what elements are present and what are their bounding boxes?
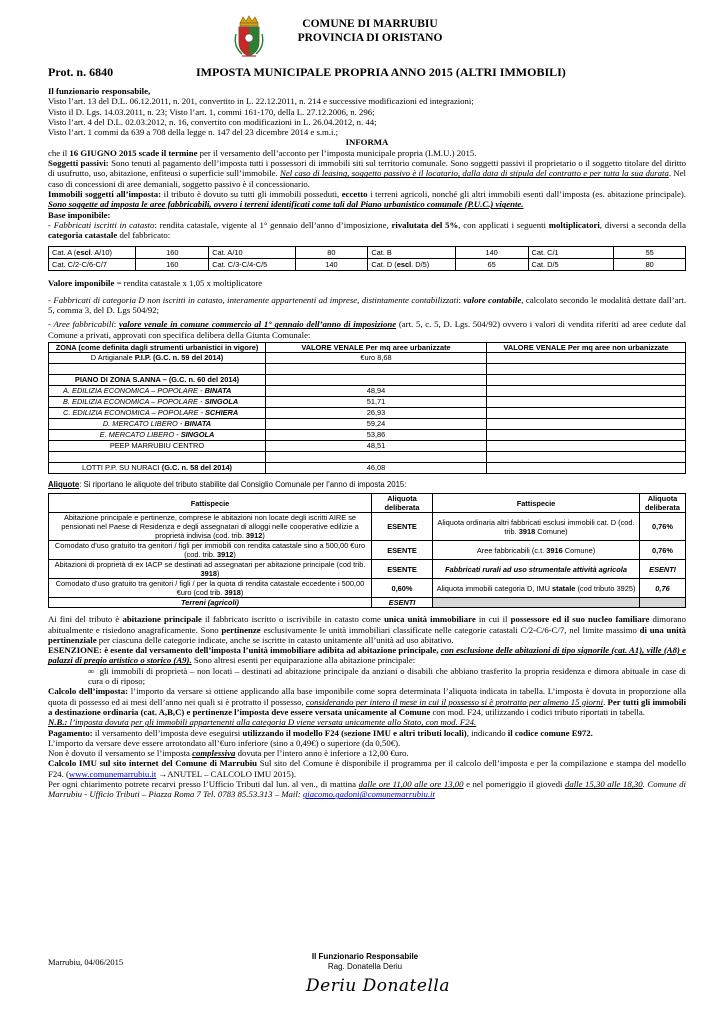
table-row: C. EDILIZIA ECONOMICA – POPOLARE - SCHIERA 26,93 (49, 407, 686, 418)
building-areas-paragraph: - Aree fabbricabili: valore venale in comune commercio al 1° gennaio dell’anno di imposizione (art. 5, c. 5, D. Lgs. 504/92) ovvero i valori di vendita riferiti ad aree cedute dal Comune a privati, approvati con specifica delibera della Giunta Comunale: (48, 319, 686, 340)
document-body (48, 86, 686, 800)
contacts-paragraph: Per ogni chiarimento potrete recarvi presso l’Ufficio Tributi dal lun. al ven., di mattina dalle ore 11,00 alle ore 13,00 e nel pomeriggio il giovedi dalle 15,30 alle 18,30. Comune di Marrubiu - Ufficio Tributi – Piazza Roma 7 Tel. 0783 85.53.313 – Mail: giacomo.gadoni@comunemarrubiu.it (48, 778, 686, 800)
exemption-paragraph: ESENZIONE: è esente dal versamento dell’imposta l’unità immobiliare adibita ad abitazione principale, con esclusione delle abitazioni di tipo signorile (cat. A1), ville (A8) e palazzi di pregio artistico o storico (A9). Sono altresi esenti per equiparazione alla abitazione principale: (48, 645, 686, 666)
table-row: Cat. A (escl. A/10) 160 Cat. A/10 80 Cat. B 140 Cat. C/1 55 (49, 247, 686, 259)
tax-base-heading: Base imponibile: (48, 209, 111, 220)
list-item: ∞ gli immobili di proprietà – non locati – destinati ad abitazione principale da anziani o disabili che abbiano trasferito la propria residenza e dimora abituale in case di cura o di riposo; (88, 666, 686, 687)
taxpayers-paragraph: Soggetti passivi: Sono tenuti al pagamento dell’imposta tutti i possessori di immobili siti sul territorio comunale. Sono soggetti passivi il proprietario o il soggetto titolare del diritto di usufrutto, uso, abitazione, enfiteusi o superficie sull’immobile. Nel caso di leasing, soggetto passivo è il locatario, dalla data di stipula del contratto e per tutta la sua durata. Nel caso di concessioni di aree demaniali, soggetto passivo è il concessionario. (48, 158, 686, 189)
officer-intro: Il funzionario responsabile, (48, 86, 151, 96)
table-row (49, 451, 686, 462)
payment-paragraph: Pagamento: il versamento dell’imposta deve eseguirsi utilizzando il modello F24 (sezione IMU e altri tributi locali), indicando il codice comune E972. (48, 727, 593, 738)
main-residence-paragraph: Ai fini del tributo è abitazione principale il fabbricato iscritto o iscrivibile in catasto come unica unità immobiliare in cui il possessore ed il suo nucleo familiare dimorano abitualmente e risiedono anagraficamente. Sono pertinenze esclusivamente le unità immobiliari classificate nelle categorie catastali C/2-C/6-C/7, nel limite massimo di una unità pertinenziale per ciascuna delle categorie indicate, anche se iscritte in catasto unitamente all’unità ad uso abitativo. (48, 614, 687, 645)
table-row: Comodato d’uso gratuito tra genitori / figli per immobili con rendita catastale sino a 500,00 €uro (cod. trib. 3912) ESENTE Aree fabbricabili (c.t. 3916 Comune) 0,76% (49, 541, 686, 560)
tax-base-paragraph: - Fabbricati iscritti in catasto: rendita catastale, vigente al 1° gennaio dell’anno d’imposizione, rivalutata del 5%, con applicati i seguenti moltiplicatori, diversi a seconda della categoria catastale del fabbricato: (48, 219, 686, 241)
table-header-row: Fattispecie Aliquota deliberata Fattispecie Aliquota deliberata (49, 494, 686, 513)
province-name: PROVINCIA DI ORISTANO (297, 32, 443, 44)
arrow-icon: → (156, 768, 168, 779)
signatory-name: Rag. Donatella Deriu (327, 962, 403, 971)
multipliers-table (48, 246, 686, 271)
signatory-role: Il Funzionario Responsabile (311, 952, 419, 961)
document-subject: IMPOSTA MUNICIPALE PROPRIA ANNO 2015 (ALTRI IMMOBILI) (196, 65, 566, 79)
website-link[interactable]: www.comunemarrubiu.it (68, 768, 157, 779)
table-header-row: ZONA (come definita dagli strumenti urbanistici in vigore) VALORE VENALE Per mq aree urbanizzate VALORE VENALE Per mq aree non urbanizzate (49, 342, 686, 352)
table-row: E. MERCATO LIBERO - SINGOLA 53,86 (49, 429, 686, 440)
rates-table (48, 493, 686, 608)
rates-intro: Aliquote: Si riportano le aliquote del tributo stabilite dal Consiglio Comunale per l’anno di imposta 2015: (48, 479, 407, 489)
zone-values-table (48, 342, 686, 474)
table-row: Abitazioni di proprietà di ex IACP se destinati ad assegnatari per abitazione principale (cod trib. 3918) ESENTE Fabbricati rurali ad uso strumentale attività agricola ESENTI (49, 560, 686, 579)
minimum-note: Non è dovuto il versamento se l’imposta complessiva dovuta per l’intero anno è inferiore a 12,00 €uro. (48, 748, 409, 759)
protocol-number: Prot. n. 6840 (48, 65, 114, 79)
calculation-paragraph: Calcolo dell’imposta: l’importo da versare si ottiene applicando alla base imponibile come sopra determinata l’aliquota indicata in tabella. L’imposta è dovuta in proporzione alla quota di possesso ed ai mesi dell’anno nei quali si è protratto il possesso, considerando per intero il mese in cui il possesso si è protratto per almeno 15 giorni. Per tutti gli immobili a destinazione ordinaria (cat. A,B,C) e pertinenze l’imposta deve essere versata unicamente al Comune con mod. F24, utilizzando i codici tributo riportati in tabella. (48, 686, 687, 717)
exemption-list (48, 666, 686, 687)
table-row: A. EDILIZIA ECONOMICA – POPOLARE - BINATA 48,94 (49, 385, 686, 396)
online-calculator-paragraph: Calcolo IMU sul sito internet del Comune di Marrubiu Sul sito del Comune è disponibile il programma per il calcolo dell’imposta e per la compilazione e stampa del modello F24. (www.comunemarrubiu.it →ANUTEL – CALCOLO IMU 2015). (48, 758, 687, 779)
table-row: D. MERCATO LIBERO - BINATA 59,24 (49, 418, 686, 429)
table-row: Terreni (agricoli) ESENTI (49, 598, 686, 608)
taxable-value-formula: Valore imponibile = rendita catastale x 1,05 x moltiplicatore (48, 278, 263, 289)
legal-reference-3: Visto l’art. 4 del D.L. 02.03.2012, n. 16, convertito con modificazioni in L. 26.04.2012, n. 44; (48, 116, 377, 127)
municipality-name: COMUNE DI MARRUBIU (302, 18, 438, 30)
table-row: PEEP MARRUBIU CENTRO 48,51 (49, 440, 686, 451)
document-date: Marrubiu, 04/06/2015 (48, 957, 124, 967)
table-row: B. EDILIZIA ECONOMICA – POPOLARE - SINGOLA 51,71 (49, 396, 686, 407)
table-row: LOTTI P.P. SU NURACI (G.C. n. 58 del 2014) 46,08 (49, 462, 686, 473)
legal-reference-2: Visto il D. Lgs. 14.03.2011, n. 23; Visto l’art. 1, commi 161-170, della L. 27.12.2006, n. 296; (48, 106, 375, 117)
handwritten-signature: Deriu Donatella (306, 976, 450, 996)
informa-heading: INFORMA (345, 137, 389, 148)
legal-reference-4: Visto l’art. 1 commi da 639 a 708 della legge n. 147 del 23 dicembre 2014 e s.m.i.; (48, 127, 339, 138)
nb-note: N.B.: l’imposta dovuta per gli immobili appartenenti alla categoria D viene versata unicamente allo Stato, con mod. F24. (48, 717, 477, 728)
signature-block (300, 952, 430, 972)
table-row: Cat. C/2-C/6-C/7 160 Cat. C/3-C/4-C/5 140 Cat. D (escl. D/5) 65 Cat. D/5 80 (49, 259, 686, 271)
table-row: Abitazione principale e pertinenze, comprese le abitazioni non locate degli iscritti AIRE se pensionati nel Paese di Residenza e degli assegnatari di alloggi nelle cooperative edilizie a proprietà indivisa (cod. trib. 3912) ESENTE Aliquota ordinaria altri fabbricati esclusi immobili cat. D (cod. trib. 3918 Comune) 0,76% (49, 513, 686, 541)
municipal-crest-icon (232, 14, 266, 60)
table-row: Comodato d’uso gratuito tra genitori / figli / per la quota di rendita catastale eccedente i 500,00 €uro (cod trib. 3918) 0,60% Aliquota immobili categoria D, IMU statale (cod tributo 3925) 0,76 (49, 579, 686, 598)
legal-reference-1: Visto l’art. 13 del D.L. 06.12.2011, n. 201, convertito in L. 22.12.2011, n. 214 e successive modificazioni ed integrazioni; (48, 96, 474, 107)
rounding-note: L’importo da versare deve essere arrotondato all’€uro inferiore (sino a 0,49€) o superiore (da 0,50€). (48, 737, 401, 748)
deadline-paragraph: che il 16 GIUGNO 2015 scade il termine per il versamento dell’acconto per l’imposta municipale propria (I.M.U.) 2015. (48, 147, 477, 158)
table-row: D Artigianale P.I.P. (G.C. n. 59 del 2014) €uro 8,68 (49, 352, 686, 363)
table-row (49, 363, 686, 374)
email-link[interactable]: giacomo.gadoni@comunemarrubiu.it (302, 789, 435, 800)
taxable-property-paragraph: Immobili soggetti all’imposta: il tributo è dovuto su tutti gli immobili posseduti, eccetto i terreni agricoli, nonché gli altri immobili esenti dall’imposta (es. abitazione principale). Sono soggette ad imposta le aree fabbricabili, ovvero i terreni identificati come tali dal Piano urbanistico comunale (P.U.C.) vigente. (48, 188, 686, 210)
category-d-paragraph: - Fabbricati di categoria D non iscritti in catasto, interamente appartenenti ad imprese, distintamente contabilizzati: valore contabile, calcolato secondo le modalità dettate dall’art. 5, comma 3, del D. Lgs 504/92; (48, 294, 687, 316)
table-row: PIANO DI ZONA S.ANNA – (G.C. n. 60 del 2014) (49, 374, 686, 385)
